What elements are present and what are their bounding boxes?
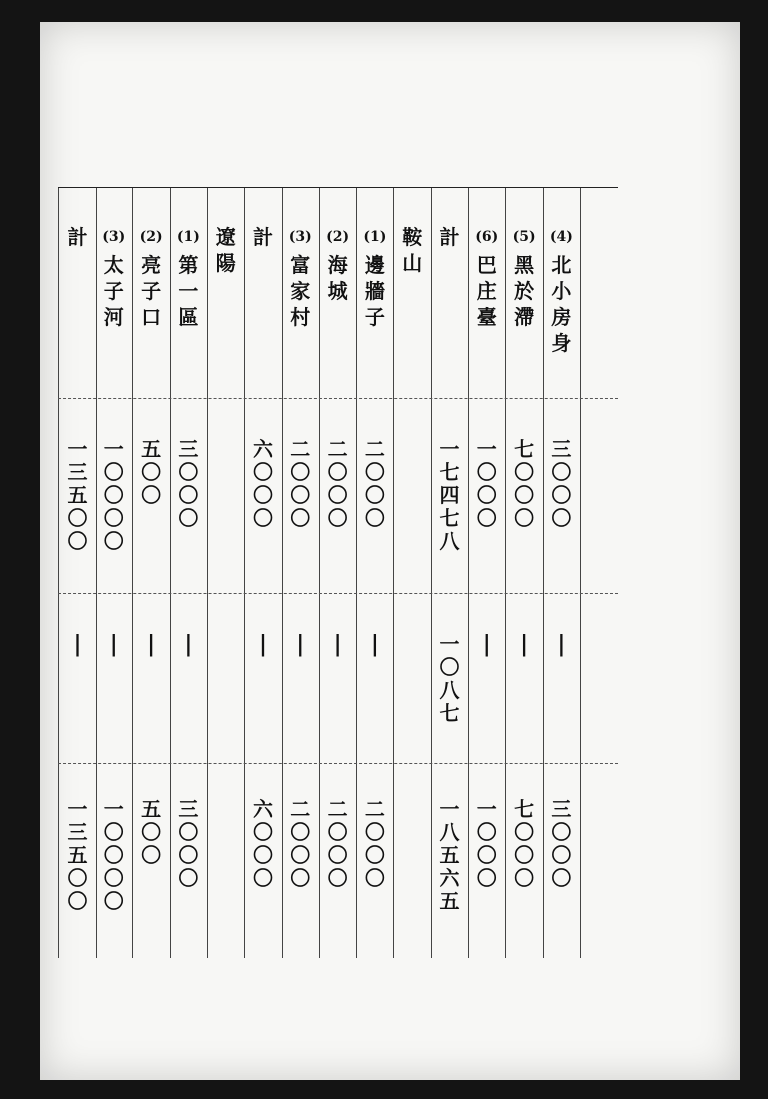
value-cell-1: 一 三 五 〇 〇 [67,437,88,553]
value-cell-3: 二 〇 〇 〇 [327,797,348,890]
value-cell-1: 三 〇 〇 〇 [178,437,199,530]
table-column [506,188,544,958]
value-cell-3: 一 〇 〇 〇 [476,797,497,890]
row-divider [58,593,618,594]
value-cell-3: 七 〇 〇 〇 [514,797,535,890]
table-column [133,188,171,958]
column-header: (3) 太 子 河 [95,224,132,394]
value-cell-3: 二 〇 〇 〇 [364,797,385,890]
row-number: (4) [549,229,573,245]
column-header: 遼 陽 [215,225,236,275]
value-cell-1: 六 〇 〇 〇 [253,437,273,530]
table-column [95,188,133,958]
table-column [319,188,357,958]
value-cell-2: | [482,631,491,657]
value-cell-3: 三 〇 〇 〇 [551,797,572,890]
table-column [245,188,283,958]
row-divider [58,398,618,399]
value-cell-1: 一 七 四 七 八 [439,437,460,553]
row-number: (3) [102,229,126,245]
table-column [468,188,506,958]
value-cell-2: | [147,631,156,657]
value-cell-2: | [557,631,566,657]
value-cell-2: | [73,631,82,657]
table-column [543,188,581,958]
table-column [58,188,97,958]
column-header: (1) 第 一 區 [170,224,207,394]
row-number: (3) [288,229,312,245]
row-number: (1) [363,229,387,245]
column-header: (3) 富 家 村 [282,224,319,394]
value-cell-1: 一 〇 〇 〇 [476,437,497,530]
value-cell-1: 七 〇 〇 〇 [514,437,535,530]
column-header: 鞍 山 [402,225,423,275]
table-column [207,188,245,958]
column-header: 計 [439,225,460,249]
column-header: (5) 黑 於 滯 [506,224,543,394]
table-column [431,188,469,958]
table-column [394,188,432,958]
value-cell-2: 一 〇 八 七 [439,632,460,725]
row-number: (6) [475,229,499,245]
value-cell-3: 二 〇 〇 〇 [290,797,311,890]
value-cell-2: | [370,631,379,657]
value-cell-3: 一 八 五 六 五 [439,797,460,913]
value-cell-2: | [184,631,193,657]
row-number: (1) [176,229,200,245]
value-cell-1: 二 〇 〇 〇 [364,437,385,530]
row-number: (5) [512,229,536,245]
value-cell-2: | [258,631,267,657]
row-divider [58,763,618,764]
column-header: 計 [67,225,88,249]
column-header: (1) 邊 牆 子 [356,224,393,394]
value-cell-3: 六 〇 〇 〇 [253,797,273,890]
document-page [40,22,740,1080]
value-cell-1: 二 〇 〇 〇 [290,437,311,530]
value-cell-2: | [109,631,118,657]
row-number: (2) [139,229,163,245]
value-cell-3: 一 〇 〇 〇 〇 [103,797,124,913]
value-cell-1: 三 〇 〇 〇 [551,437,572,530]
value-cell-3: 五 〇 〇 [141,797,162,867]
table-column [282,188,320,958]
statistics-table [58,187,618,958]
value-cell-1: 五 〇 〇 [141,437,162,507]
value-cell-2: | [333,631,342,657]
column-header: (2) 亮 子 口 [133,224,170,394]
column-header: (4) 北 小 房 身 [543,224,580,394]
table-column [170,188,208,958]
column-header: 計 [253,225,273,249]
column-header: (2) 海 城 [319,224,356,394]
value-cell-1: 二 〇 〇 〇 [327,437,348,530]
value-cell-2: | [520,631,529,657]
row-number: (2) [326,229,350,245]
value-cell-3: 三 〇 〇 〇 [178,797,199,890]
column-header: (6) 巴 庄 臺 [468,224,505,394]
value-cell-1: 一 〇 〇 〇 〇 [103,437,124,553]
value-cell-3: 一 三 五 〇 〇 [67,797,88,913]
table-column [356,188,394,958]
value-cell-2: | [296,631,305,657]
